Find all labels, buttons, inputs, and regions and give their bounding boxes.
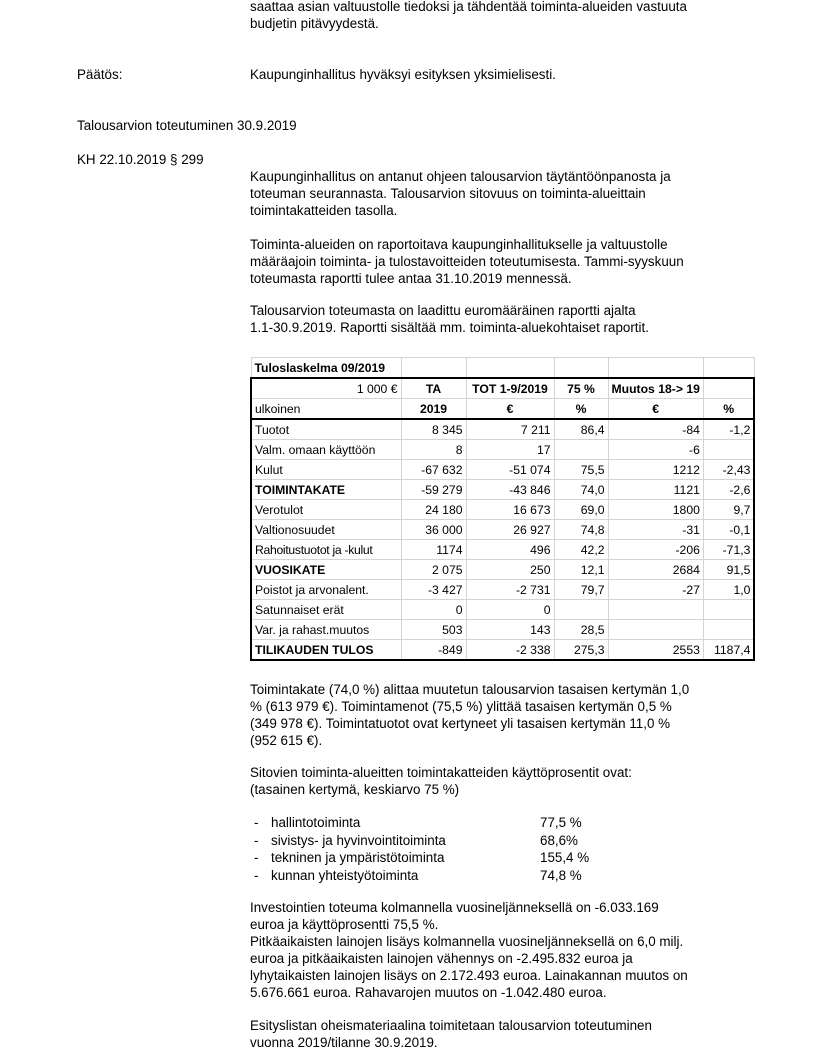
paragraph-reporting <box>250 236 740 287</box>
table-title-row <box>251 358 754 379</box>
table-row <box>251 440 754 460</box>
subheader-year: 2019 <box>401 399 466 420</box>
table-row <box>251 620 754 640</box>
cell-ta: 24 180 <box>401 500 466 520</box>
cell-tot: -2 338 <box>466 640 554 661</box>
paragraph-line: (349 978 €). Toimintatuotot ovat kertyneet yli tasaisen kertymän 11,0 % <box>250 716 671 731</box>
cell-change-pct: -2,6 <box>703 480 754 500</box>
paragraph-line: Esityslistan oheismateriaalina toimitetaan talousarvion toteutuminen <box>250 1018 652 1033</box>
cell-change-eur: -84 <box>608 419 703 440</box>
decision-label: Päätös: <box>77 67 123 82</box>
cell-tot: 0 <box>466 600 554 620</box>
cell-change-pct: 91,5 <box>703 560 754 580</box>
row-label: TILIKAUDEN TULOS <box>251 640 401 661</box>
cell-tot: 250 <box>466 560 554 580</box>
table-row <box>251 640 754 661</box>
paragraph-line: toteumasta raportti tulee antaa 31.10.2019 mennessä. <box>250 271 572 286</box>
cell-change-pct: 9,7 <box>703 500 754 520</box>
income-statement-table <box>250 357 755 661</box>
row-label: Satunnaiset erät <box>251 600 401 620</box>
cell-change-eur: 2553 <box>608 640 703 661</box>
cell-change-eur: 2684 <box>608 560 703 580</box>
paragraph-line: määräajoin toiminta- ja tulostavoitteiden toteutumisesta. Tammi-syyskuun <box>250 254 684 269</box>
list-dash: - <box>254 815 259 830</box>
paragraph-line: 1.1-30.9.2019. Raportti sisältää mm. toiminta-aluekohtaiset raportit. <box>250 320 649 335</box>
cell-change-pct <box>703 620 754 640</box>
table-row <box>251 480 754 500</box>
cell-change-pct: -1,2 <box>703 419 754 440</box>
cell-change-pct: -71,3 <box>703 540 754 560</box>
row-label: VUOSIKATE <box>251 560 401 580</box>
cell-pct: 74,0 <box>554 480 608 500</box>
header-tot: TOT 1-9/2019 <box>466 378 554 399</box>
paragraph-line: toimintakatteiden tasolla. <box>250 203 398 218</box>
paragraph-investments <box>250 899 740 1001</box>
cell-pct: 12,1 <box>554 560 608 580</box>
cell-tot: 16 673 <box>466 500 554 520</box>
paragraph-line: Toimintakate (74,0 %) alittaa muutetun talousarvion tasaisen kertymän 1,0 <box>250 682 690 697</box>
paragraph-line: (952 615 €). <box>250 733 323 748</box>
cell-pct: 75,5 <box>554 460 608 480</box>
cell-change-eur: -27 <box>608 580 703 600</box>
row-label: Tuotot <box>251 419 401 440</box>
cell-change-pct <box>703 440 754 460</box>
cell-ta: 0 <box>401 600 466 620</box>
table-row <box>251 520 754 540</box>
list-item <box>250 849 650 867</box>
paragraph-line: % (613 979 €). Toimintamenot (75,5 %) ylittää tasaisen kertymän 0,5 % <box>250 699 672 714</box>
list-item-value: 74,8 % <box>540 867 582 883</box>
subheader-pct: % <box>554 399 608 420</box>
list-item-name: tekninen ja ympäristötoiminta <box>271 850 445 865</box>
cell-ta: 36 000 <box>401 520 466 540</box>
paragraph-line: (tasainen kertymä, keskiarvo 75 %) <box>250 782 460 797</box>
cell-tot: 143 <box>466 620 554 640</box>
paragraph-line: Pitkäaikaisten lainojen lisäys kolmannella vuosineljänneksellä on 6,0 milj. <box>250 934 684 949</box>
row-label: Valtionosuudet <box>251 520 401 540</box>
cell-pct: 69,0 <box>554 500 608 520</box>
table-row <box>251 419 754 440</box>
list-dash: - <box>254 832 259 848</box>
subheader-change-eur: € <box>608 399 703 420</box>
row-label: Var. ja rahast.muutos <box>251 620 401 640</box>
cell-change-pct: 1187,4 <box>703 640 754 661</box>
cell-pct: 86,4 <box>554 419 608 440</box>
paragraph-line: Kaupunginhallitus on antanut ohjeen talousarvion täytäntöönpanosta ja <box>250 169 671 184</box>
subheader-scope: ulkoinen <box>251 399 401 420</box>
list-item-value: 155,4 % <box>540 850 590 865</box>
list-item-name: sivistys- ja hyvinvointitoiminta <box>271 832 446 848</box>
cell-ta: 2 075 <box>401 560 466 580</box>
cell-tot: -2 731 <box>466 580 554 600</box>
cell-tot: 496 <box>466 540 554 560</box>
section-title: Talousarvion toteutuminen 30.9.2019 <box>77 118 297 133</box>
intro-paragraph <box>250 0 740 32</box>
table-row <box>251 460 754 480</box>
table-row <box>251 560 754 580</box>
section-reference: KH 22.10.2019 § 299 <box>77 152 204 167</box>
intro-line: saattaa asian valtuustolle tiedoksi ja tähdentää toiminta-alueiden vastuuta <box>250 0 687 14</box>
list-item <box>250 832 650 850</box>
cell-change-pct: 1,0 <box>703 580 754 600</box>
cell-ta: 8 <box>401 440 466 460</box>
cell-tot: 26 927 <box>466 520 554 540</box>
cell-change-eur: -206 <box>608 540 703 560</box>
row-label: Rahoitustuotot ja -kulut <box>251 540 401 560</box>
cell-change-eur: 1121 <box>608 480 703 500</box>
table-title: Tuloslaskelma 09/2019 <box>251 358 401 379</box>
cell-pct: 74,8 <box>554 520 608 540</box>
intro-line: budjetin pitävyydestä. <box>250 16 379 31</box>
cell-change-pct <box>703 600 754 620</box>
row-label: TOIMINTAKATE <box>251 480 401 500</box>
cell-tot: 17 <box>466 440 554 460</box>
paragraph-instructions <box>250 168 740 219</box>
cell-change-eur <box>608 620 703 640</box>
paragraph-line: Investointien toteuma kolmannella vuosineljänneksellä on -6.033.169 <box>250 900 659 915</box>
cell-change-pct: -0,1 <box>703 520 754 540</box>
table-row <box>251 600 754 620</box>
row-label: Poistot ja arvonalent. <box>251 580 401 600</box>
table-row <box>251 580 754 600</box>
paragraph-line: euroa ja käyttöprosentti 75,5 %. <box>250 917 439 932</box>
cell-change-eur: -31 <box>608 520 703 540</box>
list-dash: - <box>254 867 259 883</box>
paragraph-report <box>250 302 740 336</box>
cell-pct: 28,5 <box>554 620 608 640</box>
table-row <box>251 540 754 560</box>
subheader-change-pct: % <box>703 399 754 420</box>
list-item-name: kunnan yhteistyötoiminta <box>271 867 419 883</box>
paragraph-binding <box>250 764 740 798</box>
cell-pct <box>554 440 608 460</box>
row-label: Kulut <box>251 460 401 480</box>
cell-pct: 79,7 <box>554 580 608 600</box>
table-subheader-row <box>251 399 754 420</box>
cell-pct <box>554 600 608 620</box>
cell-ta: 1174 <box>401 540 466 560</box>
paragraph-line: Toiminta-alueiden on raportoitava kaupunginhallitukselle ja valtuustolle <box>250 237 668 252</box>
usage-percent-list <box>250 814 650 884</box>
table-row <box>251 500 754 520</box>
cell-change-eur: 1800 <box>608 500 703 520</box>
subheader-eur: € <box>466 399 554 420</box>
cell-tot: -51 074 <box>466 460 554 480</box>
paragraph-line: euroa ja pitkäaikaisten lainojen vähennys on -2.495.832 euroa ja <box>250 951 633 966</box>
cell-pct: 275,3 <box>554 640 608 661</box>
decision-text: Kaupunginhallitus hyväksyi esityksen yksimielisesti. <box>250 67 556 82</box>
cell-ta: -67 632 <box>401 460 466 480</box>
table-header-row <box>251 378 754 399</box>
paragraph-line: Talousarvion toteumasta on laadittu euromääräinen raportti ajalta <box>250 303 636 318</box>
header-change: Muutos 18-> 19 <box>608 378 703 399</box>
paragraph-closing <box>250 1017 740 1051</box>
header-target: 75 % <box>554 378 608 399</box>
paragraph-operating-margin <box>250 681 740 749</box>
list-item-name: hallintotoiminta <box>271 815 361 830</box>
row-label: Valm. omaan käyttöön <box>251 440 401 460</box>
cell-change-eur <box>608 600 703 620</box>
cell-ta: 8 345 <box>401 419 466 440</box>
cell-tot: 7 211 <box>466 419 554 440</box>
list-item-value: 68,6% <box>540 832 578 848</box>
header-ta: TA <box>401 378 466 399</box>
list-item-value: 77,5 % <box>540 815 582 830</box>
paragraph-line: 5.676.661 euroa. Rahavarojen muutos on -1.042.480 euroa. <box>250 985 607 1000</box>
list-dash: - <box>254 850 259 865</box>
paragraph-line: vuonna 2019/tilanne 30.9.2019. <box>250 1035 438 1050</box>
paragraph-line: lyhytaikaisten lainojen lisäys on 2.172.493 euroa. Lainakannan muutos on <box>250 968 688 983</box>
header-unit: 1 000 € <box>251 378 401 399</box>
cell-change-eur: 1212 <box>608 460 703 480</box>
cell-ta: 503 <box>401 620 466 640</box>
list-item <box>250 867 650 885</box>
paragraph-line: Sitovien toiminta-alueitten toimintakatteiden käyttöprosentit ovat: <box>250 765 632 780</box>
row-label: Verotulot <box>251 500 401 520</box>
list-item <box>250 814 650 832</box>
paragraph-line: toteuman seurannasta. Talousarvion sitovuus on toiminta-alueittain <box>250 186 646 201</box>
cell-ta: -3 427 <box>401 580 466 600</box>
cell-pct: 42,2 <box>554 540 608 560</box>
cell-ta: -849 <box>401 640 466 661</box>
cell-tot: -43 846 <box>466 480 554 500</box>
cell-ta: -59 279 <box>401 480 466 500</box>
cell-change-pct: -2,43 <box>703 460 754 480</box>
cell-change-eur: -6 <box>608 440 703 460</box>
